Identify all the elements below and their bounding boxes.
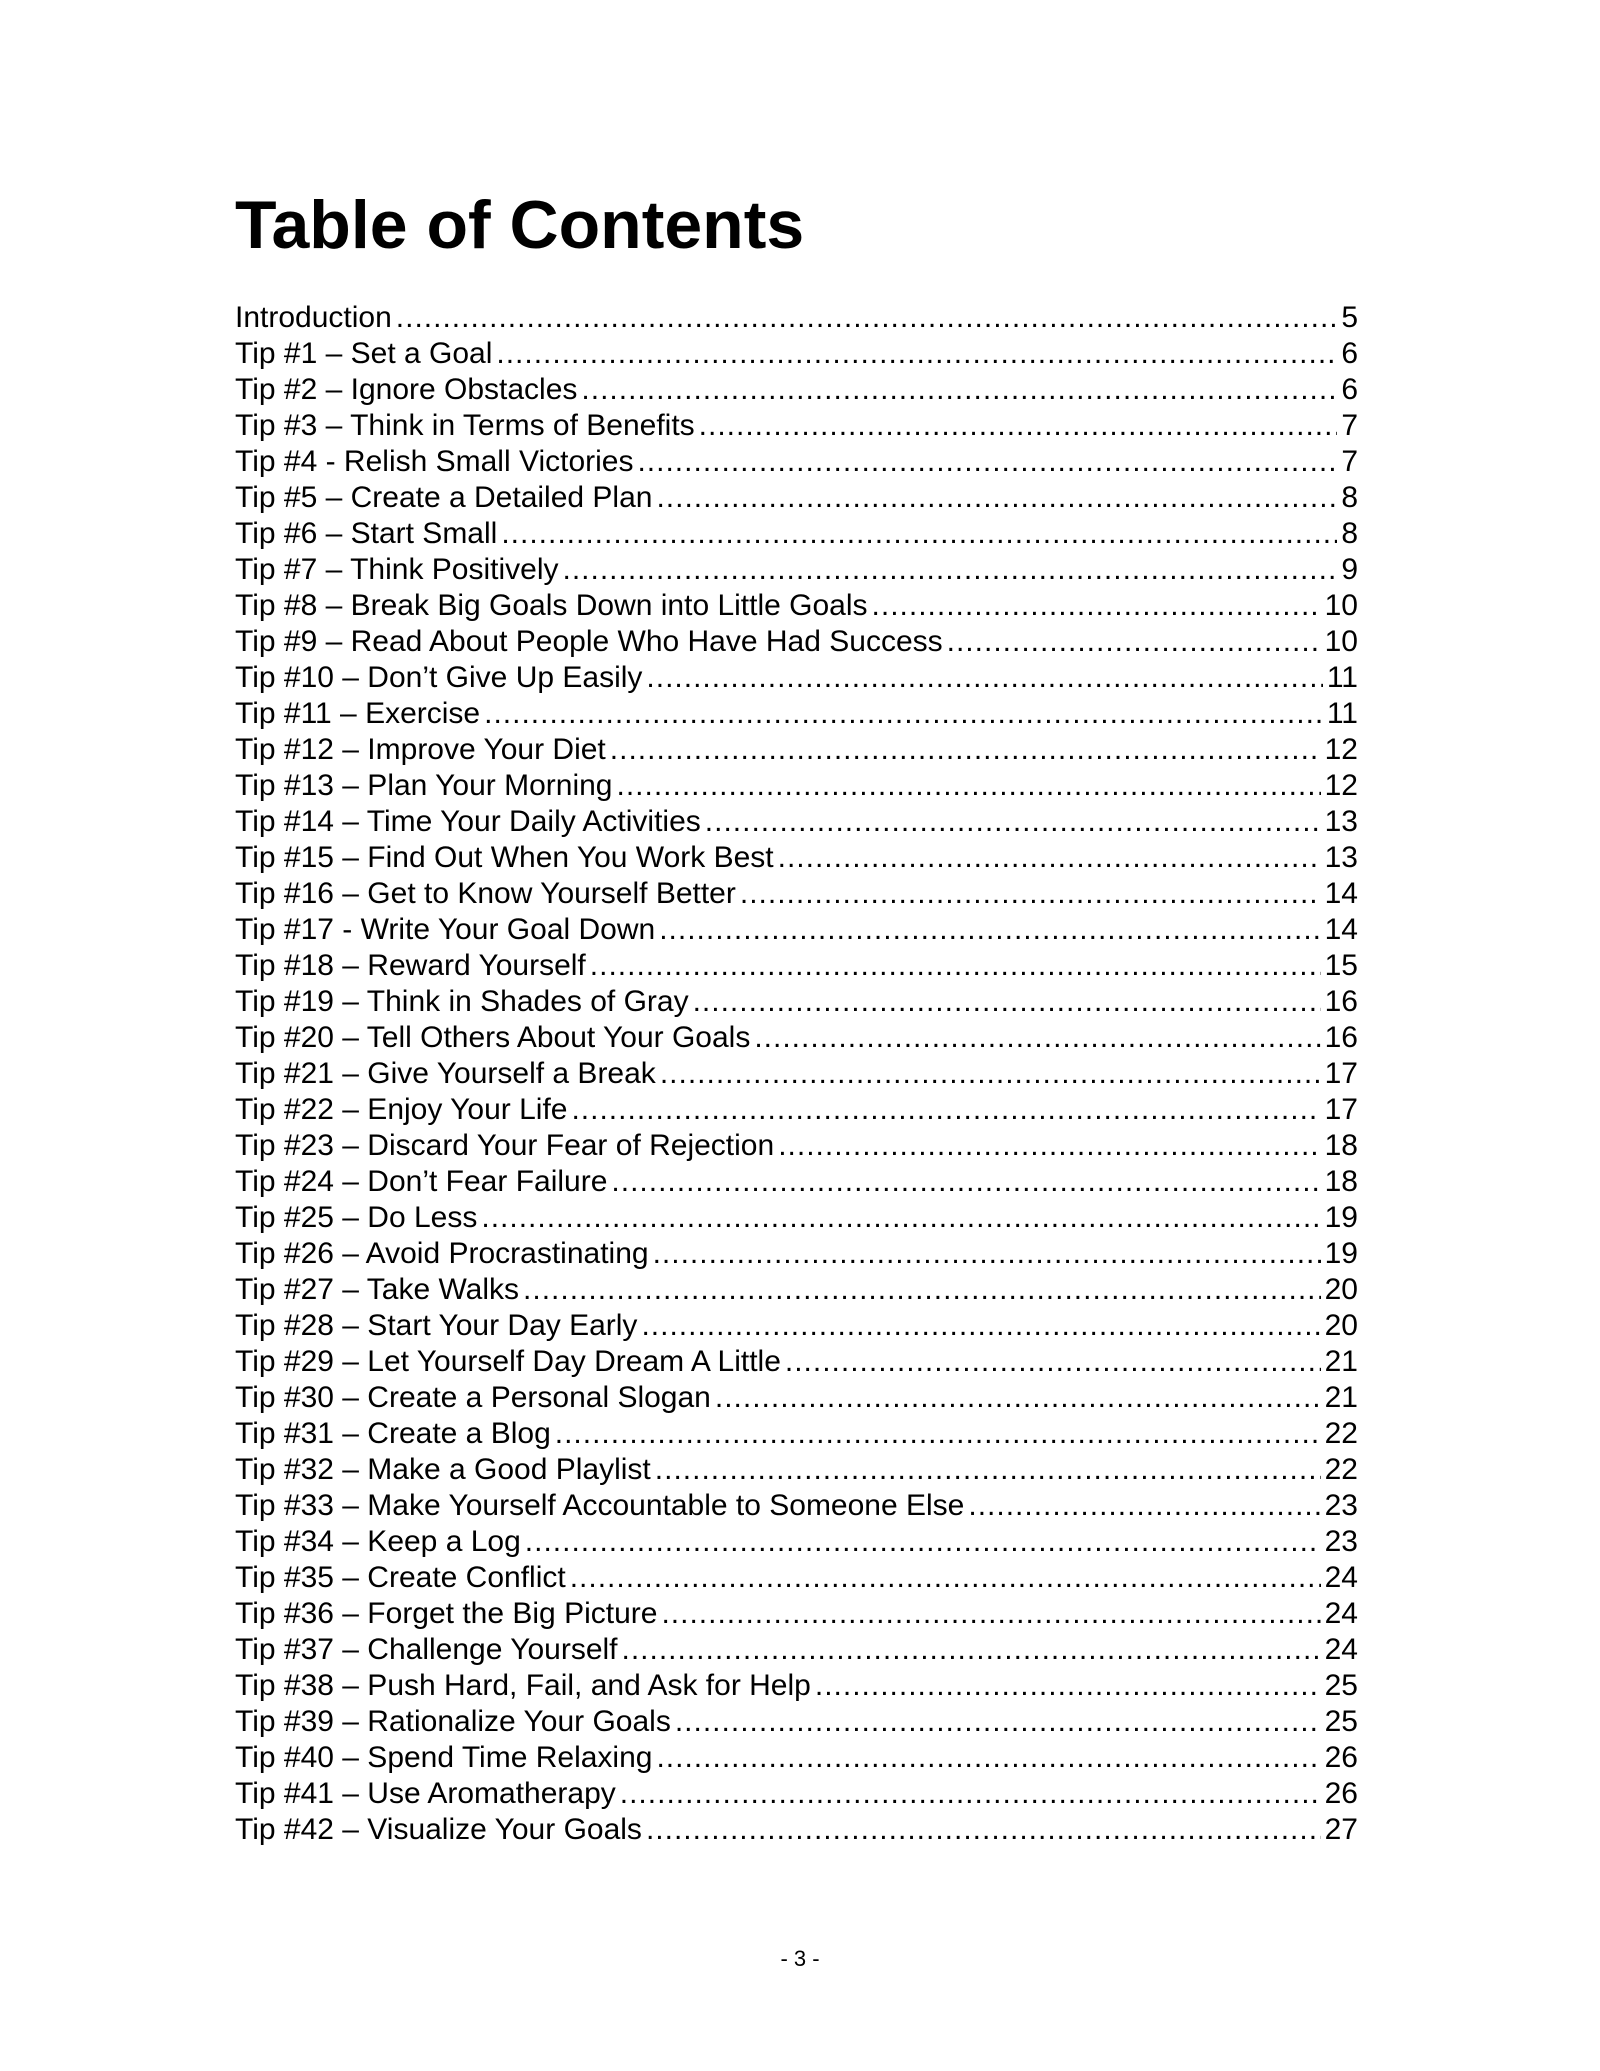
toc-entry[interactable] bbox=[235, 732, 1358, 768]
toc-dot-leader bbox=[396, 300, 1338, 336]
toc-entry[interactable] bbox=[235, 408, 1358, 444]
toc-entry[interactable] bbox=[235, 1632, 1358, 1668]
toc-entry-title: Tip #21 – Give Yourself a Break bbox=[235, 1057, 656, 1090]
toc-entry-page: 5 bbox=[1341, 301, 1358, 334]
toc-list bbox=[235, 300, 1358, 1848]
toc-entry-title: Tip #7 – Think Positively bbox=[235, 553, 559, 586]
toc-entry-title: Tip #30 – Create a Personal Slogan bbox=[235, 1381, 711, 1414]
toc-dot-leader bbox=[570, 1560, 1321, 1596]
toc-dot-leader bbox=[715, 1380, 1321, 1416]
page-title: Table of Contents bbox=[235, 187, 805, 263]
toc-entry-title: Tip #33 – Make Yourself Accountable to Someone Else bbox=[235, 1489, 965, 1522]
toc-entry[interactable] bbox=[235, 1200, 1358, 1236]
toc-entry-page: 14 bbox=[1324, 913, 1358, 946]
toc-entry-title: Tip #14 – Time Your Daily Activities bbox=[235, 805, 701, 838]
toc-entry[interactable] bbox=[235, 444, 1358, 480]
toc-entry[interactable] bbox=[235, 624, 1358, 660]
toc-entry-page: 16 bbox=[1324, 1021, 1358, 1054]
toc-dot-leader bbox=[501, 516, 1337, 552]
toc-entry-title: Tip #19 – Think in Shades of Gray bbox=[235, 985, 689, 1018]
toc-entry-title: Tip #17 - Write Your Goal Down bbox=[235, 913, 656, 946]
toc-dot-leader bbox=[637, 444, 1337, 480]
toc-dot-leader bbox=[872, 588, 1321, 624]
toc-entry[interactable] bbox=[235, 372, 1358, 408]
toc-dot-leader bbox=[660, 1056, 1321, 1092]
toc-dot-leader bbox=[590, 948, 1321, 984]
toc-entry-page: 21 bbox=[1324, 1381, 1358, 1414]
toc-dot-leader bbox=[646, 1812, 1321, 1848]
toc-entry-page: 11 bbox=[1326, 661, 1358, 694]
toc-dot-leader bbox=[562, 552, 1337, 588]
toc-dot-leader bbox=[705, 804, 1321, 840]
toc-entry[interactable] bbox=[235, 1668, 1358, 1704]
toc-dot-leader bbox=[525, 1524, 1321, 1560]
toc-entry[interactable] bbox=[235, 768, 1358, 804]
toc-entry[interactable] bbox=[235, 588, 1358, 624]
toc-dot-leader bbox=[693, 984, 1321, 1020]
toc-dot-leader bbox=[656, 1740, 1320, 1776]
toc-dot-leader bbox=[659, 912, 1320, 948]
toc-entry-page: 23 bbox=[1324, 1525, 1358, 1558]
toc-entry-title: Tip #8 – Break Big Goals Down into Little Goals bbox=[235, 589, 868, 622]
toc-entry-page: 24 bbox=[1324, 1561, 1358, 1594]
toc-entry[interactable] bbox=[235, 336, 1358, 372]
toc-dot-leader bbox=[484, 696, 1323, 732]
toc-dot-leader bbox=[620, 1776, 1321, 1812]
toc-dot-leader bbox=[653, 1236, 1321, 1272]
toc-entry-title: Tip #34 – Keep a Log bbox=[235, 1525, 521, 1558]
toc-dot-leader bbox=[622, 1632, 1321, 1668]
toc-dot-leader bbox=[611, 1164, 1320, 1200]
toc-entry-title: Tip #29 – Let Yourself Day Dream A Little bbox=[235, 1345, 781, 1378]
toc-dot-leader bbox=[815, 1668, 1321, 1704]
toc-entry-page: 12 bbox=[1324, 733, 1358, 766]
toc-entry[interactable] bbox=[235, 516, 1358, 552]
toc-entry[interactable] bbox=[235, 300, 1358, 336]
toc-entry-title: Tip #37 – Challenge Yourself bbox=[235, 1633, 618, 1666]
toc-entry-page: 24 bbox=[1324, 1633, 1358, 1666]
toc-entry[interactable] bbox=[235, 1488, 1358, 1524]
toc-dot-leader bbox=[778, 840, 1321, 876]
toc-entry-page: 26 bbox=[1324, 1741, 1358, 1774]
toc-entry[interactable] bbox=[235, 912, 1358, 948]
toc-entry-page: 23 bbox=[1324, 1489, 1358, 1522]
toc-entry[interactable] bbox=[235, 1416, 1358, 1452]
toc-entry[interactable] bbox=[235, 696, 1358, 732]
toc-entry-title: Tip #12 – Improve Your Diet bbox=[235, 733, 606, 766]
toc-entry-page: 8 bbox=[1341, 481, 1358, 514]
toc-entry-page: 25 bbox=[1324, 1669, 1358, 1702]
toc-entry[interactable] bbox=[235, 948, 1358, 984]
toc-entry-title: Tip #18 – Reward Yourself bbox=[235, 949, 586, 982]
toc-entry-page: 7 bbox=[1341, 445, 1358, 478]
toc-entry[interactable] bbox=[235, 1308, 1358, 1344]
toc-dot-leader bbox=[754, 1020, 1320, 1056]
toc-entry-page: 22 bbox=[1324, 1453, 1358, 1486]
toc-entry-title: Tip #6 – Start Small bbox=[235, 517, 498, 550]
toc-entry-page: 13 bbox=[1324, 841, 1358, 874]
toc-entry-page: 25 bbox=[1324, 1705, 1358, 1738]
toc-entry-title: Tip #16 – Get to Know Yourself Better bbox=[235, 877, 736, 910]
toc-dot-leader bbox=[740, 876, 1321, 912]
toc-entry-title: Tip #10 – Don’t Give Up Easily bbox=[235, 661, 643, 694]
toc-entry-title: Tip #25 – Do Less bbox=[235, 1201, 478, 1234]
toc-entry-page: 18 bbox=[1324, 1129, 1358, 1162]
toc-dot-leader bbox=[523, 1272, 1321, 1308]
toc-entry-page: 10 bbox=[1324, 589, 1358, 622]
toc-entry-page: 6 bbox=[1341, 337, 1358, 370]
toc-entry[interactable] bbox=[235, 480, 1358, 516]
toc-dot-leader bbox=[496, 336, 1337, 372]
toc-entry[interactable] bbox=[235, 1056, 1358, 1092]
toc-entry-title: Tip #11 – Exercise bbox=[235, 697, 481, 730]
toc-entry-page: 22 bbox=[1324, 1417, 1358, 1450]
toc-entry[interactable] bbox=[235, 1560, 1358, 1596]
toc-entry[interactable] bbox=[235, 1452, 1358, 1488]
toc-entry-page: 11 bbox=[1326, 697, 1358, 730]
toc-entry-page: 7 bbox=[1341, 409, 1358, 442]
toc-dot-leader bbox=[610, 732, 1321, 768]
toc-dot-leader bbox=[646, 660, 1322, 696]
toc-entry-page: 17 bbox=[1324, 1057, 1358, 1090]
toc-entry-page: 8 bbox=[1341, 517, 1358, 550]
toc-entry-page: 20 bbox=[1324, 1309, 1358, 1342]
toc-entry[interactable] bbox=[235, 1344, 1358, 1380]
toc-dot-leader bbox=[699, 408, 1338, 444]
toc-entry-title: Tip #20 – Tell Others About Your Goals bbox=[235, 1021, 751, 1054]
toc-dot-leader bbox=[778, 1128, 1320, 1164]
toc-entry-title: Tip #28 – Start Your Day Early bbox=[235, 1309, 638, 1342]
toc-entry-title: Tip #38 – Push Hard, Fail, and Ask for Help bbox=[235, 1669, 811, 1702]
page-number: - 3 - bbox=[780, 1946, 820, 1971]
toc-entry[interactable] bbox=[235, 1236, 1358, 1272]
toc-entry-title: Tip #36 – Forget the Big Picture bbox=[235, 1597, 658, 1630]
toc-entry-title: Tip #15 – Find Out When You Work Best bbox=[235, 841, 774, 874]
toc-entry-title: Tip #24 – Don’t Fear Failure bbox=[235, 1165, 608, 1198]
toc-entry-page: 12 bbox=[1324, 769, 1358, 802]
toc-dot-leader bbox=[947, 624, 1321, 660]
toc-entry-page: 15 bbox=[1324, 949, 1358, 982]
toc-entry-title: Tip #35 – Create Conflict bbox=[235, 1561, 566, 1594]
toc-entry-page: 13 bbox=[1324, 805, 1358, 838]
toc-dot-leader bbox=[968, 1488, 1320, 1524]
toc-entry-title: Tip #1 – Set a Goal bbox=[235, 337, 493, 370]
toc-dot-leader bbox=[481, 1200, 1320, 1236]
toc-entry[interactable] bbox=[235, 1272, 1358, 1308]
toc-entry[interactable] bbox=[235, 1524, 1358, 1560]
toc-entry-title: Tip #41 – Use Aromatherapy bbox=[235, 1777, 616, 1810]
toc-entry-title: Introduction bbox=[235, 301, 392, 334]
toc-dot-leader bbox=[616, 768, 1320, 804]
toc-entry-page: 18 bbox=[1324, 1165, 1358, 1198]
toc-entry-page: 19 bbox=[1324, 1201, 1358, 1234]
toc-entry-page: 6 bbox=[1341, 373, 1358, 406]
toc-entry-title: Tip #5 – Create a Detailed Plan bbox=[235, 481, 653, 514]
toc-dot-leader bbox=[656, 480, 1337, 516]
toc-entry[interactable] bbox=[235, 984, 1358, 1020]
toc-entry[interactable] bbox=[235, 1020, 1358, 1056]
toc-dot-leader bbox=[655, 1452, 1321, 1488]
toc-entry-page: 24 bbox=[1324, 1597, 1358, 1630]
toc-entry-title: Tip #22 – Enjoy Your Life bbox=[235, 1093, 568, 1126]
toc-entry-page: 20 bbox=[1324, 1273, 1358, 1306]
toc-dot-leader bbox=[641, 1308, 1320, 1344]
toc-entry[interactable] bbox=[235, 1092, 1358, 1128]
toc-entry-page: 26 bbox=[1324, 1777, 1358, 1810]
toc-entry-title: Tip #3 – Think in Terms of Benefits bbox=[235, 409, 695, 442]
toc-entry-page: 14 bbox=[1324, 877, 1358, 910]
toc-entry-page: 17 bbox=[1324, 1093, 1358, 1126]
toc-entry-title: Tip #42 – Visualize Your Goals bbox=[235, 1813, 642, 1846]
toc-entry[interactable] bbox=[235, 1812, 1358, 1848]
toc-entry-title: Tip #31 – Create a Blog bbox=[235, 1417, 551, 1450]
toc-entry-page: 27 bbox=[1324, 1813, 1358, 1846]
toc-entry[interactable] bbox=[235, 840, 1358, 876]
toc-entry-title: Tip #9 – Read About People Who Have Had Success bbox=[235, 625, 943, 658]
toc-dot-leader bbox=[571, 1092, 1320, 1128]
toc-entry-page: 10 bbox=[1324, 625, 1358, 658]
toc-entry-page: 21 bbox=[1324, 1345, 1358, 1378]
toc-dot-leader bbox=[661, 1596, 1320, 1632]
toc-entry-page: 9 bbox=[1341, 553, 1358, 586]
toc-entry[interactable] bbox=[235, 1776, 1358, 1812]
toc-entry-title: Tip #27 – Take Walks bbox=[235, 1273, 520, 1306]
toc-entry-title: Tip #26 – Avoid Procrastinating bbox=[235, 1237, 649, 1270]
toc-entry[interactable] bbox=[235, 1128, 1358, 1164]
toc-entry[interactable] bbox=[235, 660, 1358, 696]
toc-entry[interactable] bbox=[235, 876, 1358, 912]
toc-entry[interactable] bbox=[235, 1704, 1358, 1740]
toc-entry-title: Tip #4 - Relish Small Victories bbox=[235, 445, 634, 478]
toc-entry[interactable] bbox=[235, 552, 1358, 588]
toc-entry[interactable] bbox=[235, 1164, 1358, 1200]
toc-entry-page: 16 bbox=[1324, 985, 1358, 1018]
toc-entry[interactable] bbox=[235, 1740, 1358, 1776]
toc-dot-leader bbox=[581, 372, 1337, 408]
toc-entry-title: Tip #39 – Rationalize Your Goals bbox=[235, 1705, 671, 1738]
toc-entry-title: Tip #13 – Plan Your Morning bbox=[235, 769, 613, 802]
toc-entry[interactable] bbox=[235, 1380, 1358, 1416]
toc-entry-title: Tip #40 – Spend Time Relaxing bbox=[235, 1741, 653, 1774]
toc-dot-leader bbox=[785, 1344, 1321, 1380]
toc-dot-leader bbox=[555, 1416, 1321, 1452]
toc-entry-title: Tip #23 – Discard Your Fear of Rejection bbox=[235, 1129, 775, 1162]
toc-entry-title: Tip #2 – Ignore Obstacles bbox=[235, 373, 578, 406]
toc-entry-page: 19 bbox=[1324, 1237, 1358, 1270]
toc-entry-title: Tip #32 – Make a Good Playlist bbox=[235, 1453, 651, 1486]
toc-entry[interactable] bbox=[235, 1596, 1358, 1632]
toc-entry[interactable] bbox=[235, 804, 1358, 840]
toc-dot-leader bbox=[675, 1704, 1321, 1740]
